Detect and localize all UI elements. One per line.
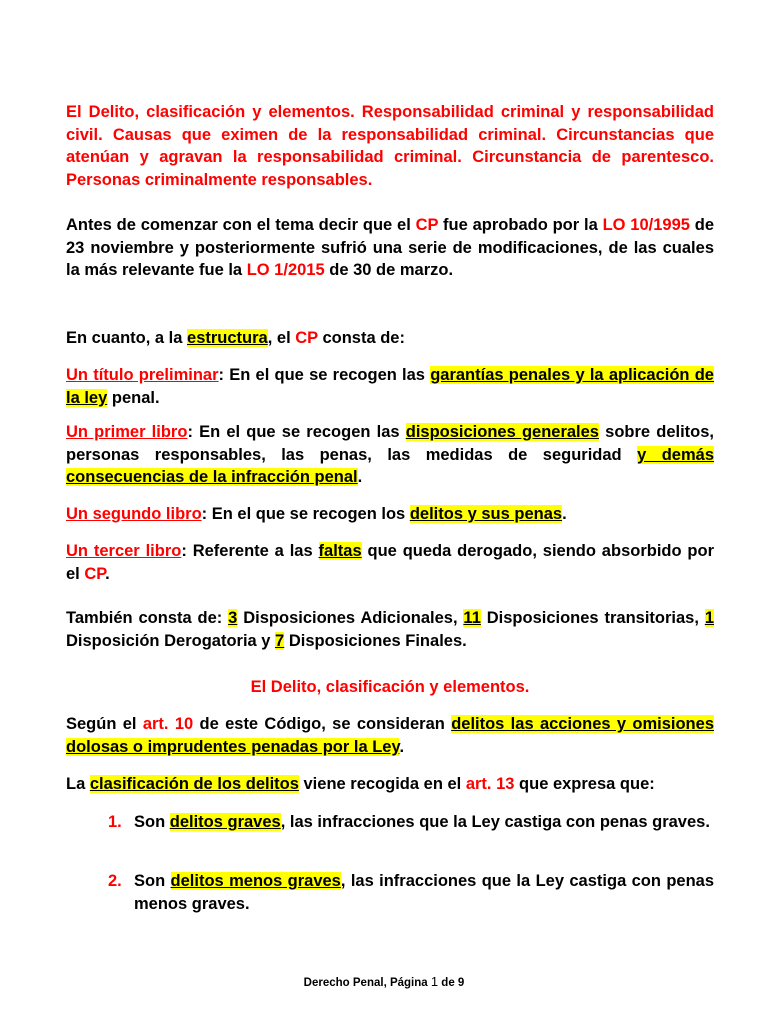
count-finales: 7: [275, 631, 285, 650]
intro-text-4: de 30 de marzo.: [324, 261, 454, 280]
list-item: [134, 870, 714, 915]
count-transitorias: 11: [463, 609, 481, 627]
list-item-text-1: Son: [134, 813, 170, 831]
intro-paragraph: [66, 214, 714, 282]
segundo-libro-label: Un segundo libro: [66, 505, 202, 523]
libro2-text-1: : En el que se recogen los: [201, 505, 410, 523]
primer-libro-paragraph: [66, 421, 714, 489]
art10-ref: art. 10: [142, 715, 194, 733]
count-derogatoria: 1: [704, 609, 714, 627]
cp-ref: CP: [295, 329, 318, 347]
art13-text-1: La: [66, 775, 90, 793]
highlight-delitos-menos-graves: delitos menos graves: [170, 872, 341, 890]
titulo-preliminar-paragraph: [66, 364, 714, 409]
libro1-text-2: sobre delitos, personas responsables, las penas, las medidas de seguridad: [66, 423, 715, 464]
libro2-text-2: .: [562, 505, 567, 523]
highlight-delitos-penas: delitos y sus penas: [409, 505, 563, 523]
libro3-text-2: que queda derogado, siendo absorbido por el: [66, 542, 715, 583]
consta-text-1: También consta de:: [66, 609, 229, 627]
segundo-libro-paragraph: [66, 503, 714, 526]
intro-text-2: fue aprobado por la: [438, 216, 603, 234]
lo-1995-ref: LO 10/1995: [602, 216, 690, 234]
titulo-text-1: : En el que se recogen las: [218, 366, 431, 384]
titulo-text-2: penal.: [107, 388, 160, 407]
intro-text-3: de 23 noviembre y posteriormente sufrió una serie de modificaciones, de las cuales la más relevante fue la: [66, 216, 715, 280]
structure-paragraph: [66, 327, 714, 350]
art13-text-3: que expresa que:: [514, 775, 655, 793]
document-heading: El Delito, clasificación y elementos. Responsabilidad criminal y responsabilidad civil. Causas que eximen de la responsabilidad criminal. Circunstancias que atenúan y agravan la responsabilidad criminal. Circunstancia de parentesco. Personas criminalmente responsables.: [66, 103, 714, 189]
count-adicionales: 3: [228, 609, 238, 627]
highlight-estructura: estructura: [187, 329, 268, 347]
libro3-text-1: : Referente a las: [181, 542, 319, 560]
list-item-text-2: , las infracciones que la Ley castiga con penas menos graves.: [134, 872, 715, 913]
titulo-preliminar-label: Un título preliminar: [66, 366, 219, 384]
highlight-delitos-graves: delitos graves: [169, 813, 281, 831]
cp-ref: CP: [415, 216, 439, 234]
highlight-garantias: garantías penales y la aplicación de la ley: [66, 366, 714, 407]
consta-paragraph: [66, 607, 714, 652]
highlight-demas-consecuencias: y demás consecuencias de la infracción penal: [66, 445, 714, 487]
footer-total: de 9: [438, 977, 465, 989]
primer-libro-label: Un primer libro: [66, 423, 188, 441]
highlight-disposiciones-generales: disposiciones generales: [405, 423, 599, 441]
page-footer: [0, 974, 768, 989]
art13-ref: art. 13: [465, 775, 515, 793]
footer-label: Derecho Penal, Página: [303, 977, 431, 989]
list-number: 1.: [108, 813, 122, 831]
tercer-libro-paragraph: [66, 540, 714, 585]
list-item-text-2: , las infracciones que la Ley castiga con penas graves.: [280, 813, 710, 831]
section-subheading: El Delito, clasificación y elementos.: [250, 678, 530, 696]
highlight-clasificacion: clasificación de los delitos: [89, 775, 299, 793]
art10-text-3: .: [399, 737, 405, 756]
highlight-faltas: faltas: [318, 542, 362, 560]
libro3-text-3: .: [105, 564, 110, 583]
structure-text-3: consta de:: [317, 329, 405, 347]
consta-text-5: Disposiciones Finales.: [284, 631, 467, 650]
libro1-text-1: : En el que se recogen las: [187, 423, 406, 441]
consta-text-3: Disposiciones transitorias,: [480, 609, 705, 627]
list-number: 2.: [108, 872, 122, 890]
art10-text-2: de este Código, se consideran: [193, 715, 452, 733]
intro-text-1: Antes de comenzar con el tema decir que el: [66, 216, 416, 234]
list-item-text-1: Son: [134, 872, 171, 890]
art13-paragraph: [66, 773, 714, 796]
consta-text-2: Disposiciones Adicionales,: [237, 609, 464, 627]
libro1-text-3: .: [357, 468, 363, 487]
structure-text-1: En cuanto, a la: [66, 329, 188, 347]
lo-2015-ref: LO 1/2015: [246, 261, 325, 280]
cp-ref: CP: [84, 564, 106, 583]
consta-text-4: Disposición Derogatoria y: [66, 631, 276, 650]
highlight-delitos-definicion: delitos las acciones y omisiones dolosas o imprudentes penadas por la Ley: [66, 715, 714, 756]
page-number: 1: [430, 974, 439, 989]
structure-text-2: , el: [267, 329, 296, 347]
art10-text-1: Según el: [66, 715, 143, 733]
art13-text-2: viene recogida en el: [298, 775, 466, 793]
tercer-libro-label: Un tercer libro: [66, 542, 182, 560]
list-item: [134, 811, 714, 834]
art10-paragraph: [66, 713, 714, 758]
